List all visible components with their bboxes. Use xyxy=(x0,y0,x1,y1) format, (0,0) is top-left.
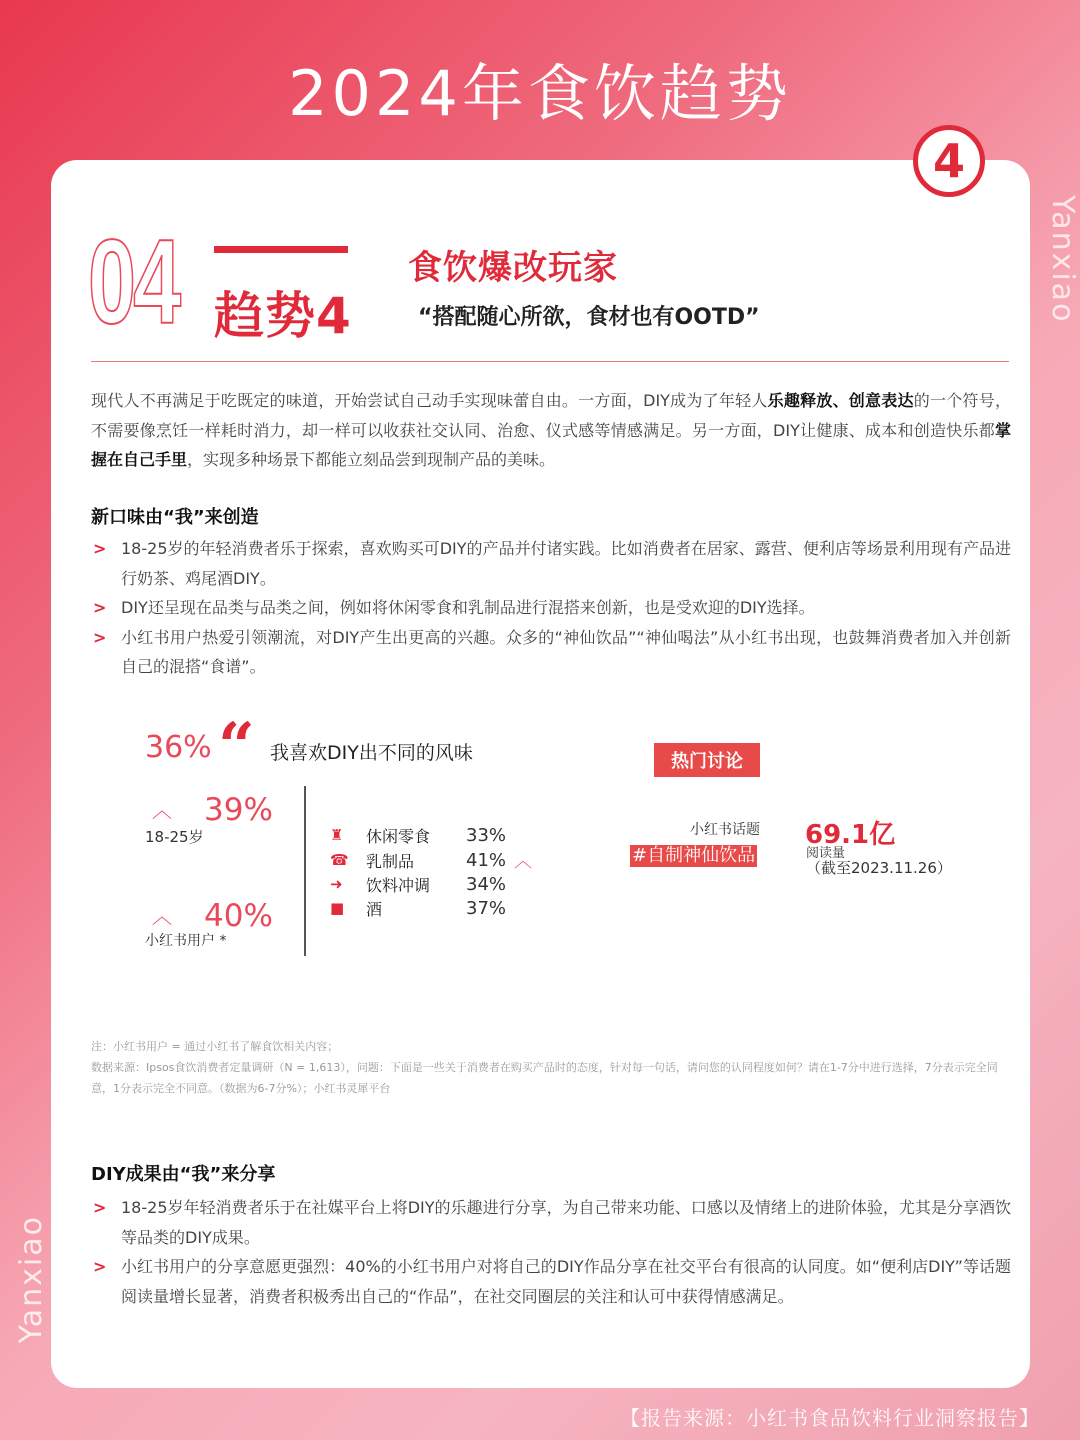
quote-text: 我喜欢DIY出不同的风味 xyxy=(270,742,473,764)
age-label: 18-25岁 xyxy=(145,828,204,846)
main-percentage: 36% xyxy=(145,730,212,765)
trend-number: 04 xyxy=(88,215,179,349)
user-label: 小红书用户 * xyxy=(145,933,227,949)
watermark: Yanxiao xyxy=(1045,195,1080,324)
subhead: “搭配随心所欲，食材也有OOTD” xyxy=(418,305,760,330)
age-percentage: 39% xyxy=(204,792,273,828)
bullet-list-create xyxy=(91,534,1011,682)
hot-discussion-badge: 热门讨论 xyxy=(654,743,760,777)
drink-icon: ➜ xyxy=(330,875,343,893)
milk-icon: ☎ xyxy=(330,851,349,869)
chevron-right-icon: > xyxy=(93,1198,107,1217)
divider xyxy=(91,361,1009,362)
report-source: 【报告来源：小红书食品饮料行业洞察报告】 xyxy=(620,1406,1040,1430)
quote-icon: “ xyxy=(218,709,255,784)
bullet-list-share xyxy=(91,1193,1011,1311)
reads-label: 阅读量 xyxy=(806,846,846,861)
chevron-right-icon: > xyxy=(93,627,107,647)
list-item: > DIY还呈现在品类与品类之间，例如将休闲零食和乳制品进行混搭来创新，也是受欢迎的DIY选择。 xyxy=(91,593,1011,623)
section-title-create: 新口味由“我”来创造 xyxy=(91,507,259,528)
vertical-divider xyxy=(304,786,306,956)
data-source-note: 数据来源：Ipsos食饮消费者定量调研（N = 1,613），问题：下面是一些关于消费者在购买产品时的态度，针对每一句话，请问您的认同程度如何？请在1-7分中进行选择，7分表示完全同意，1分表示完全不同意。（数据为6-7分%）；小红书灵犀平台 xyxy=(91,1061,998,1095)
page-title: 2024年食饮趋势 xyxy=(288,57,792,130)
category-row: ☎ 乳制品 41% ︿ xyxy=(330,848,532,872)
list-item: > 18-25岁的年轻消费者乐于探索，喜欢购买可DIY的产品并付诸实践。比如消费者在居家、露营、便利店等场景利用现有产品进行奶茶、鸡尾酒DIY。 xyxy=(91,534,1011,593)
chevron-right-icon: > xyxy=(93,598,107,617)
category-row: ♜ 休闲零食 33% xyxy=(330,824,507,846)
list-item: > 18-25岁年轻消费者乐于在社媒平台上将DIY的乐趣进行分享，为自己带来功能、口感以及情绪上的进阶体验，尤其是分享酒饮等品类的DIY成果。 xyxy=(91,1193,1011,1252)
up-chevron-icon: ︿ xyxy=(152,904,172,928)
trend-label: 趋势4 xyxy=(214,287,352,345)
intro-paragraph: 现代人不再满足于吃既定的味道，开始尝试自己动手实现味蕾自由。一方面，DIY成为了年轻人乐趣释放、创意表达的一个符号，不需要像烹饪一样耗时消力，却一样可以收获社交认同、治愈、仪式感等情感满足。另一方面，DIY让健康、成本和创造快乐都掌握在自己手里，实现多种场景下都能立刻品尝到现制产品的美味。 xyxy=(91,391,1011,469)
beer-icon: ■ xyxy=(330,899,345,917)
up-chevron-icon: ︿ xyxy=(152,798,172,822)
list-item: > 小红书用户热爱引领潮流，对DIY产生出更高的兴趣。众多的“神仙饮品”“神仙喝法”从小红书出现，也鼓舞消费者加入并创新自己的混搭“食谱”。 xyxy=(91,623,1011,682)
watermark: Yanxiao xyxy=(14,1215,49,1344)
category-row: ■ 酒 37% xyxy=(330,897,507,919)
snack-icon: ♜ xyxy=(330,826,344,844)
topic-label: 小红书话题 xyxy=(690,822,760,838)
chevron-right-icon: > xyxy=(93,539,107,558)
category-row: ➜ 饮料冲调 34% xyxy=(330,873,507,895)
reads-date: （截至2023.11.26） xyxy=(806,859,952,877)
reads-count: 69.1亿 xyxy=(805,820,896,850)
user-percentage: 40% xyxy=(204,898,273,934)
section-title-share: DIY成果由“我”来分享 xyxy=(91,1164,276,1185)
accent-bar xyxy=(214,246,348,253)
headline: 食饮爆改玩家 xyxy=(408,248,618,288)
up-chevron-icon: ︿ xyxy=(514,851,533,872)
number-badge: 4 xyxy=(913,125,985,197)
list-item: > 小红书用户的分享意愿更强烈：40%的小红书用户对将自己的DIY作品分享在社交平台有很高的认同度。如“便利店DIY”等话题阅读量增长显著，消费者积极秀出自己的“作品”，在社交同圈层的关注和认可中获得情感满足。 xyxy=(91,1252,1011,1311)
topic-tag: #自制神仙饮品 xyxy=(632,845,756,866)
chevron-right-icon: > xyxy=(93,1257,107,1276)
footnote: 注：小红书用户 = 通过小红书了解食饮相关内容； xyxy=(91,1040,339,1053)
